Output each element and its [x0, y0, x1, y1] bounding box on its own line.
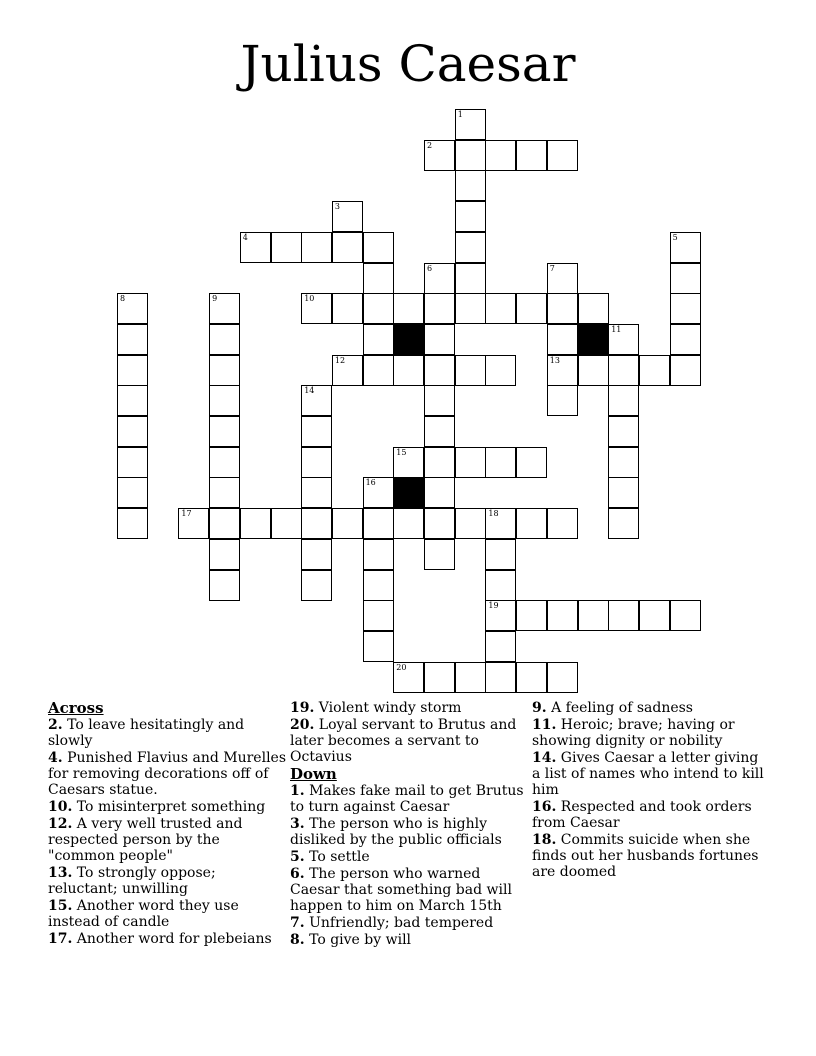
clues-column-2 — [290, 700, 528, 949]
grid-cell[interactable] — [209, 355, 240, 386]
clue-label: 6. — [290, 866, 305, 882]
clue-label: 7. — [290, 915, 305, 931]
grid-cell[interactable] — [301, 293, 332, 324]
grid-cell[interactable] — [485, 539, 516, 570]
grid-cell[interactable] — [455, 293, 486, 324]
across-clue — [48, 750, 286, 798]
grid-cell[interactable] — [485, 570, 516, 601]
grid-cell[interactable] — [608, 447, 639, 478]
across-clue — [290, 700, 528, 716]
down-clue — [290, 849, 528, 865]
down-clue — [290, 783, 528, 815]
clue-text: Respected and took orders from Caesar — [532, 799, 752, 831]
grid-cell[interactable] — [424, 324, 455, 355]
grid-cell[interactable] — [117, 324, 148, 355]
grid-cell[interactable] — [547, 600, 578, 631]
clue-text: The person who warned Caesar that something bad will happen to him on March 15th — [290, 866, 512, 914]
clue-text: A very well trusted and respected person by the "common people" — [48, 816, 243, 864]
across-header: Across — [48, 699, 104, 717]
grid-cell[interactable] — [670, 293, 701, 324]
clue-text: Violent windy storm — [314, 700, 462, 716]
grid-block — [578, 324, 609, 355]
grid-cell[interactable] — [117, 447, 148, 478]
grid-cell[interactable] — [547, 140, 578, 171]
grid-cell[interactable] — [209, 293, 240, 324]
grid-cell[interactable] — [455, 201, 486, 232]
grid-cell[interactable] — [332, 201, 363, 232]
clue-number: 2 — [427, 140, 433, 150]
grid-block — [393, 324, 424, 355]
clue-number: 8 — [120, 294, 126, 304]
clue-number: 19 — [488, 601, 499, 611]
grid-cell[interactable] — [363, 539, 394, 570]
clue-text: Makes fake mail to get Brutus to turn against Caesar — [290, 783, 524, 815]
clue-text: Another word for plebeians — [72, 931, 272, 947]
grid-cell[interactable] — [485, 508, 516, 539]
across-clue — [48, 865, 286, 897]
grid-cell[interactable] — [363, 570, 394, 601]
clue-label: 4. — [48, 750, 63, 766]
clue-label: 19. — [290, 700, 315, 716]
clue-label: 13. — [48, 865, 73, 881]
clue-number: 5 — [672, 232, 678, 242]
grid-cell[interactable] — [209, 539, 240, 570]
clue-number: 6 — [427, 263, 433, 273]
grid-cell[interactable] — [547, 293, 578, 324]
grid-cell[interactable] — [516, 447, 547, 478]
grid-cell[interactable] — [332, 355, 363, 386]
grid-cell[interactable] — [516, 293, 547, 324]
across-clue — [48, 717, 286, 749]
grid-cell[interactable] — [455, 170, 486, 201]
grid-cell[interactable] — [547, 355, 578, 386]
clue-number: 17 — [181, 509, 192, 519]
grid-cell[interactable] — [547, 263, 578, 294]
clue-text: To give by will — [304, 932, 412, 948]
across-clue — [48, 898, 286, 930]
grid-cell[interactable] — [424, 293, 455, 324]
grid-cell[interactable] — [301, 508, 332, 539]
grid-cell[interactable] — [393, 293, 424, 324]
grid-cell[interactable] — [670, 324, 701, 355]
grid-cell[interactable] — [332, 293, 363, 324]
grid-cell[interactable] — [455, 140, 486, 171]
grid-cell[interactable] — [301, 539, 332, 570]
grid-cell[interactable] — [424, 416, 455, 447]
grid-cell[interactable] — [455, 662, 486, 693]
grid-cell[interactable] — [547, 508, 578, 539]
grid-cell[interactable] — [455, 232, 486, 263]
grid-cell[interactable] — [516, 600, 547, 631]
grid-cell[interactable] — [485, 355, 516, 386]
clue-text: Another word they use instead of candle — [48, 898, 239, 930]
grid-cell[interactable] — [393, 447, 424, 478]
grid-cell[interactable] — [424, 477, 455, 508]
clues-column-1 — [48, 700, 286, 948]
clue-label: 15. — [48, 898, 73, 914]
across-clue — [48, 816, 286, 864]
grid-cell[interactable] — [608, 385, 639, 416]
clue-label: 1. — [290, 783, 305, 799]
down-clue — [532, 799, 770, 831]
clue-number: 4 — [242, 232, 248, 242]
clue-label: 2. — [48, 717, 63, 733]
clue-label: 9. — [532, 700, 547, 716]
grid-cell[interactable] — [455, 447, 486, 478]
grid-cell[interactable] — [209, 508, 240, 539]
grid-cell[interactable] — [209, 477, 240, 508]
grid-cell[interactable] — [485, 293, 516, 324]
down-header: Down — [290, 765, 337, 783]
grid-cell[interactable] — [578, 600, 609, 631]
grid-cell[interactable] — [455, 109, 486, 140]
grid-cell[interactable] — [271, 508, 302, 539]
clue-label: 17. — [48, 931, 73, 947]
clue-number: 10 — [304, 294, 315, 304]
grid-cell[interactable] — [363, 293, 394, 324]
clue-label: 3. — [290, 816, 305, 832]
clue-number: 7 — [549, 263, 555, 273]
grid-cell[interactable] — [608, 508, 639, 539]
grid-cell[interactable] — [578, 355, 609, 386]
grid-cell[interactable] — [639, 355, 670, 386]
grid-cell[interactable] — [485, 140, 516, 171]
grid-cell[interactable] — [424, 508, 455, 539]
grid-cell[interactable] — [363, 324, 394, 355]
grid-cell[interactable] — [670, 263, 701, 294]
across-clue — [48, 799, 286, 815]
grid-cell[interactable] — [547, 385, 578, 416]
clue-number: 14 — [304, 386, 315, 396]
page-title: Julius Caesar — [240, 35, 576, 93]
grid-cell[interactable] — [117, 508, 148, 539]
grid-cell[interactable] — [271, 232, 302, 263]
grid-cell[interactable] — [485, 662, 516, 693]
clue-label: 10. — [48, 799, 73, 815]
across-clue — [290, 717, 528, 765]
clue-text: To misinterpret something — [72, 799, 266, 815]
grid-cell[interactable] — [301, 385, 332, 416]
grid-block — [393, 477, 424, 508]
clue-label: 8. — [290, 932, 305, 948]
grid-cell[interactable] — [363, 232, 394, 263]
clue-number: 11 — [611, 324, 622, 334]
clue-label: 18. — [532, 832, 557, 848]
grid-cell[interactable] — [178, 508, 209, 539]
down-clue — [290, 866, 528, 914]
clue-number: 20 — [396, 662, 407, 672]
down-clue — [290, 915, 528, 931]
down-clue — [532, 750, 770, 798]
grid-cell[interactable] — [547, 324, 578, 355]
clue-number: 12 — [334, 355, 346, 365]
grid-cell[interactable] — [117, 355, 148, 386]
grid-cell[interactable] — [670, 600, 701, 631]
grid-cell[interactable] — [332, 508, 363, 539]
grid-cell[interactable] — [608, 355, 639, 386]
clue-number: 18 — [488, 509, 499, 519]
grid-cell[interactable] — [117, 293, 148, 324]
grid-cell[interactable] — [301, 416, 332, 447]
down-clue — [290, 816, 528, 848]
clue-number: 9 — [212, 294, 218, 304]
grid-cell[interactable] — [608, 477, 639, 508]
grid-cell[interactable] — [670, 355, 701, 386]
grid-cell[interactable] — [209, 324, 240, 355]
clue-number: 16 — [365, 478, 376, 488]
grid-cell[interactable] — [639, 600, 670, 631]
grid-cell[interactable] — [670, 232, 701, 263]
clue-number: 15 — [396, 447, 407, 457]
grid-cell[interactable] — [363, 508, 394, 539]
grid-cell[interactable] — [608, 416, 639, 447]
clue-text: Punished Flavius and Murelles for removing decorations off of Caesars statue. — [48, 750, 287, 798]
clue-text: Heroic; brave; having or showing dignity or nobility — [532, 717, 735, 749]
clues-column-3 — [532, 700, 770, 881]
grid-cell[interactable] — [424, 539, 455, 570]
grid-cell[interactable] — [608, 324, 639, 355]
clue-number: 3 — [334, 202, 340, 212]
clue-text: To strongly oppose; reluctant; unwilling — [48, 865, 216, 897]
grid-cell[interactable] — [301, 232, 332, 263]
clue-label: 11. — [532, 717, 557, 733]
clue-text: Gives Caesar a letter giving a list of names who intend to kill him — [532, 750, 764, 798]
clue-number: 13 — [549, 355, 560, 365]
grid-cell[interactable] — [485, 447, 516, 478]
down-clue — [532, 832, 770, 880]
grid-cell[interactable] — [117, 385, 148, 416]
grid-cell[interactable] — [424, 140, 455, 171]
grid-cell[interactable] — [363, 631, 394, 662]
down-clue — [290, 932, 528, 948]
grid-cell[interactable] — [485, 631, 516, 662]
clue-text: The person who is highly disliked by the public officials — [290, 816, 502, 848]
grid-cell[interactable] — [301, 447, 332, 478]
clue-label: 14. — [532, 750, 557, 766]
grid-cell[interactable] — [424, 447, 455, 478]
grid-cell[interactable] — [516, 140, 547, 171]
grid-cell[interactable] — [209, 570, 240, 601]
grid-cell[interactable] — [363, 263, 394, 294]
grid-cell[interactable] — [393, 662, 424, 693]
clue-label: 5. — [290, 849, 305, 865]
grid-cell[interactable] — [547, 662, 578, 693]
clue-label: 20. — [290, 717, 315, 733]
clue-label: 12. — [48, 816, 73, 832]
across-clue — [48, 931, 286, 947]
clue-text: Unfriendly; bad tempered — [304, 915, 494, 931]
grid-cell[interactable] — [301, 477, 332, 508]
grid-cell[interactable] — [209, 416, 240, 447]
grid-cell[interactable] — [485, 600, 516, 631]
grid-cell[interactable] — [608, 600, 639, 631]
clue-text: To settle — [304, 849, 370, 865]
grid-cell[interactable] — [393, 508, 424, 539]
grid-cell[interactable] — [578, 293, 609, 324]
grid-cell[interactable] — [455, 263, 486, 294]
clue-text: A feeling of sadness — [546, 700, 693, 716]
grid-cell[interactable] — [516, 662, 547, 693]
grid-cell[interactable] — [455, 355, 486, 386]
grid-cell[interactable] — [240, 508, 271, 539]
clue-number: 1 — [457, 110, 463, 119]
grid-cell[interactable] — [363, 355, 394, 386]
grid-cell[interactable] — [301, 570, 332, 601]
grid-cell[interactable] — [424, 662, 455, 693]
grid-cell[interactable] — [209, 447, 240, 478]
grid-cell[interactable] — [455, 508, 486, 539]
down-clue — [532, 700, 770, 716]
grid-cell[interactable] — [117, 416, 148, 447]
clue-text: Commits suicide when she finds out her husbands fortunes are doomed — [532, 832, 759, 880]
grid-cell[interactable] — [209, 385, 240, 416]
grid-cell[interactable] — [424, 385, 455, 416]
grid-cell[interactable] — [240, 232, 271, 263]
clue-text: Loyal servant to Brutus and later becomes a servant to Octavius — [290, 717, 517, 765]
grid-cell[interactable] — [363, 600, 394, 631]
grid-cell[interactable] — [363, 477, 394, 508]
grid-cell[interactable] — [332, 232, 363, 263]
grid-cell[interactable] — [516, 508, 547, 539]
grid-cell[interactable] — [424, 355, 455, 386]
clue-text: To leave hesitatingly and slowly — [48, 717, 245, 749]
grid-cell[interactable] — [393, 355, 424, 386]
grid-cell[interactable] — [424, 263, 455, 294]
grid-cell[interactable] — [117, 477, 148, 508]
clue-label: 16. — [532, 799, 557, 815]
down-clue — [532, 717, 770, 749]
